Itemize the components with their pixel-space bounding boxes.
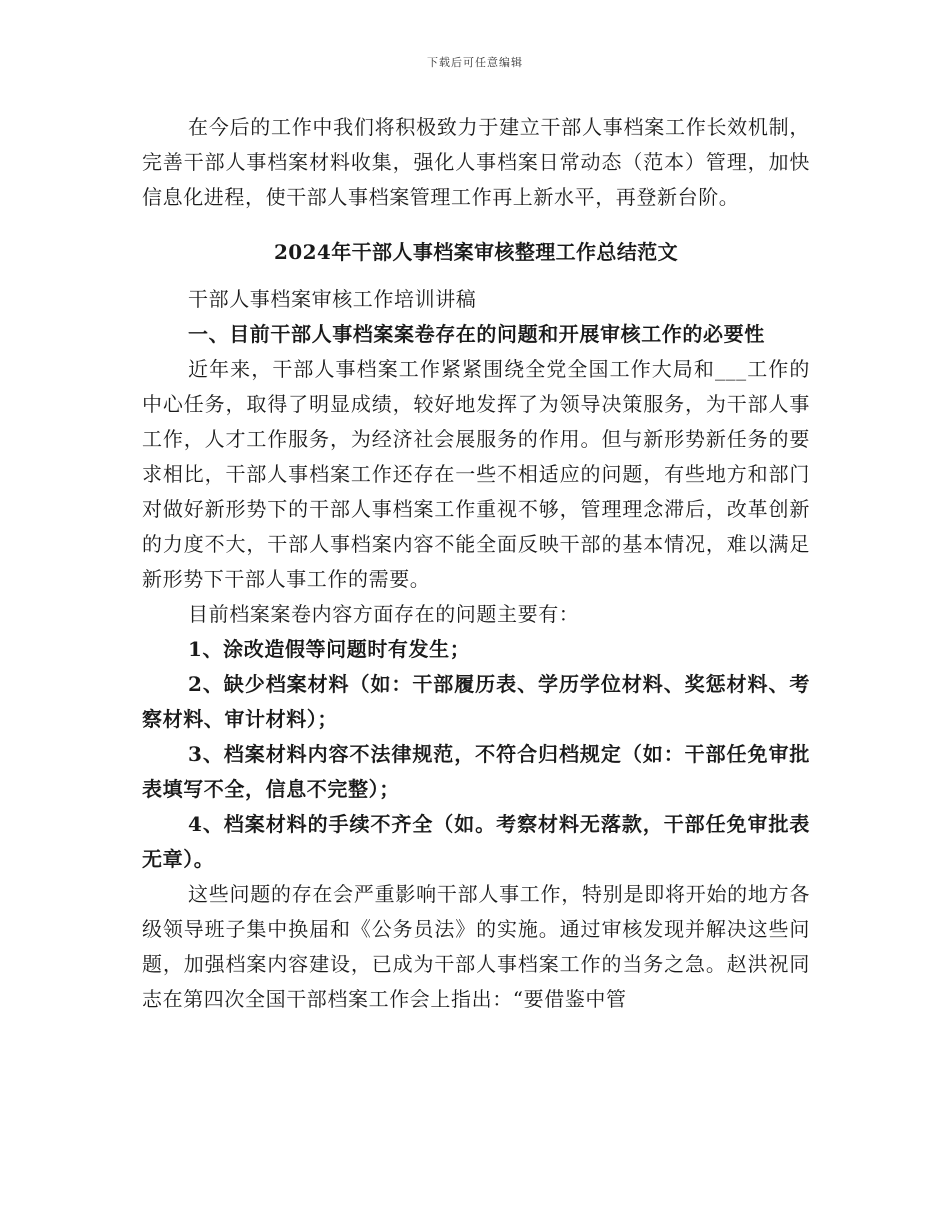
intro-paragraph: 在今后的工作中我们将积极致力于建立干部人事档案工作长效机制，完善干部人事档案材料收集，强化人事档案日常动态（范本）管理，加快信息化进程，使干部人事档案管理工作再上新水平，再登新台阶。 — [142, 115, 810, 209]
document-subtitle: 干部人事档案审核工作培训讲稿 — [188, 287, 477, 311]
body-paragraph-1: 近年来，干部人事档案工作紧紧围绕全党全国工作大局和___工作的中心任务，取得了明显成绩，较好地发挥了为领导决策服务，为干部人事工作，人才工作服务，为经济社会展服务的作用。但与新形势新任务的要求相比，干部人事档案工作还存在一些不相适应的问题，有些地方和部门对做好新形势下的干部人事档案工作重视不够，管理理念滞后，改革创新的力度不大，干部人事档案内容不能全面反映干部的基本情况，难以满足新形势下干部人事工作的需要。 — [142, 357, 810, 591]
issue-item-4: 4、档案材料的手续不齐全（如。考察材料无落款，干部任免审批表无章）。 — [142, 812, 810, 871]
body-paragraph-2: 目前档案案卷内容方面存在的问题主要有： — [188, 602, 580, 626]
issue-item-1: 1、涂改造假等问题时有发生； — [188, 637, 471, 661]
section-heading: 一、目前干部人事档案案卷存在的问题和开展审核工作的必要性 — [188, 322, 765, 346]
page-header-note: 下载后可任意编辑 — [427, 56, 523, 69]
body-paragraph-3: 这些问题的存在会严重影响干部人事工作，特别是即将开始的地方各级领导班子集中换届和《公务员法》的实施。通过审核发现并解决这些问题，加强档案内容建设，已成为干部人事档案工作的当务之急。赵洪祝同志在第四次全国干部档案工作会上指出：“要借鉴中管 — [142, 882, 810, 1011]
issue-item-2: 2、缺少档案材料（如：干部履历表、学历学位材料、奖惩材料、考察材料、审计材料）； — [142, 672, 810, 731]
issue-item-3: 3、档案材料内容不法律规范，不符合归档规定（如：干部任免审批表填写不全，信息不完整）； — [142, 742, 810, 801]
document-body — [142, 110, 810, 1017]
document-title: 2024年干部人事档案审核整理工作总结范文 — [273, 240, 679, 264]
